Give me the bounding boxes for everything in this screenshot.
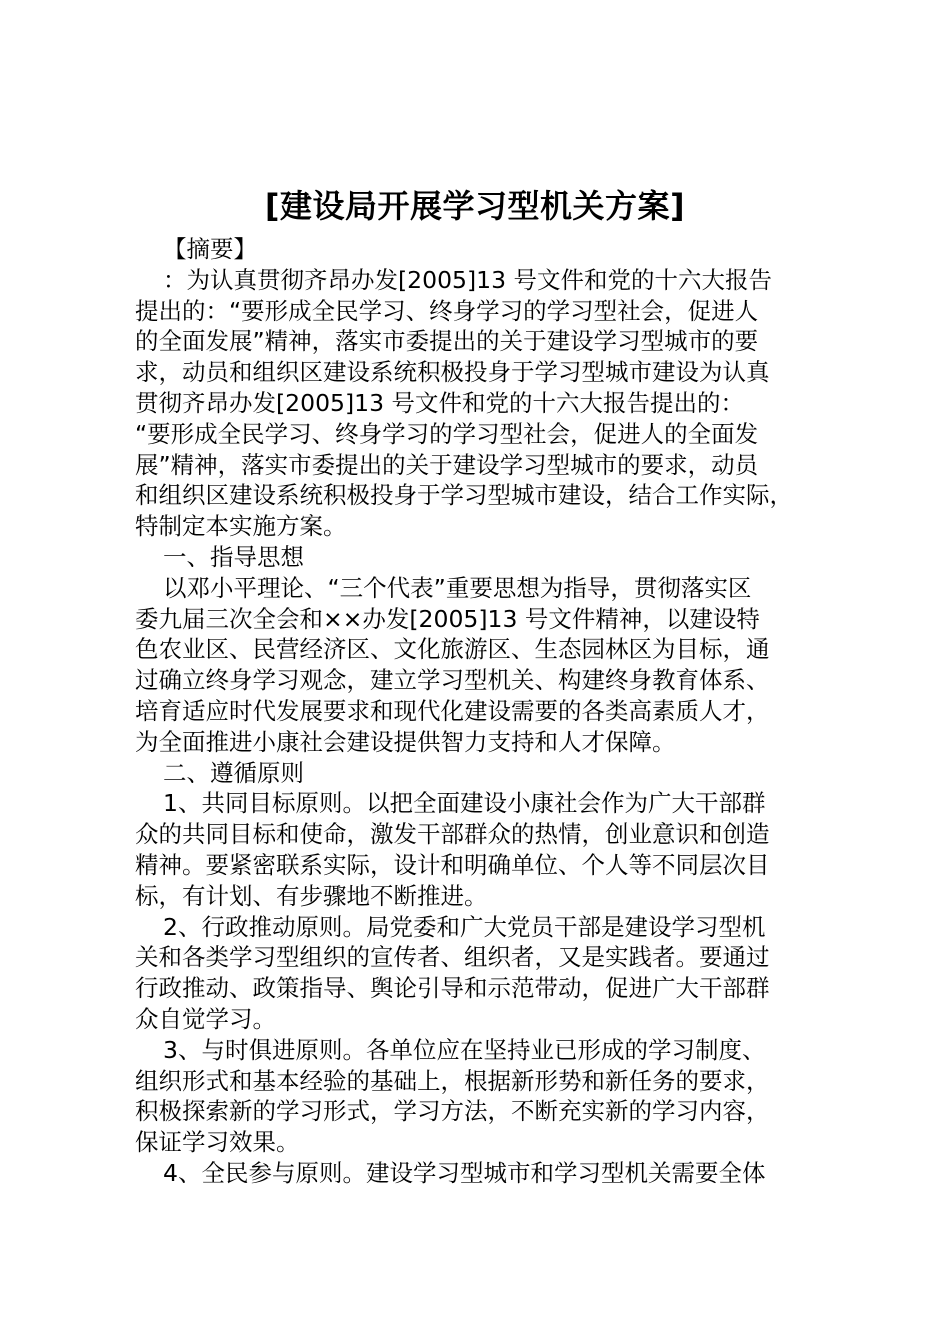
text-line: 的全面发展”精神，落实市委提出的关于建设学习型城市的要 bbox=[135, 327, 759, 356]
text-line: 2、行政推动原则。局党委和广大党员干部是建设学习型机 bbox=[163, 912, 766, 941]
text-line: ：为认真贯彻齐昂办发[2005]13 号文件和党的十六大报告 bbox=[163, 265, 773, 294]
text-line: 关和各类学习型组织的宣传者、组织者，又是实践者。要通过 bbox=[135, 943, 770, 972]
text-line: 积极探索新的学习形式，学习方法，不断充实新的学习内容， bbox=[135, 1097, 770, 1126]
summary-heading: 【摘要】 bbox=[163, 235, 257, 263]
text-line: 以邓小平理论、“三个代表”重要思想为指导，贯彻落实区 bbox=[163, 573, 752, 602]
text-line: 和组织区建设系统积极投身于学习型城市建设，结合工作实际， bbox=[135, 481, 793, 510]
text-line: 为全面推进小康社会建设提供智力支持和人才保障。 bbox=[135, 727, 676, 756]
text-line: 保证学习效果。 bbox=[135, 1128, 300, 1157]
text-line: 委九届三次全会和××办发[2005]13 号文件精神，以建设特 bbox=[135, 604, 760, 633]
text-line: 展”精神，落实市委提出的关于建设学习型城市的要求，动员 bbox=[135, 450, 759, 479]
document-body bbox=[135, 234, 845, 1189]
text-line: 求，动员和组织区建设系统积极投身于学习型城市建设为认真 bbox=[135, 358, 770, 387]
text-line: 色农业区、民营经济区、文化旅游区、生态园林区为目标，通 bbox=[135, 635, 770, 664]
text-line: 4、全民参与原则。建设学习型城市和学习型机关需要全体 bbox=[163, 1158, 766, 1187]
text-line: 众自觉学习。 bbox=[135, 1004, 276, 1033]
section-heading: 二、遵循原则 bbox=[163, 758, 304, 787]
text-line: 培育适应时代发展要求和现代化建设需要的各类高素质人才， bbox=[135, 696, 770, 725]
text-line: “要形成全民学习、终身学习的学习型社会，促进人的全面发 bbox=[135, 419, 759, 448]
text-line: 精神。要紧密联系实际，设计和明确单位、个人等不同层次目 bbox=[135, 850, 770, 879]
text-line: 特制定本实施方案。 bbox=[135, 512, 347, 541]
text-line: 3、与时俱进原则。各单位应在坚持业已形成的学习制度、 bbox=[163, 1035, 766, 1064]
text-line: 标，有计划、有步骤地不断推进。 bbox=[135, 881, 488, 910]
text-line: 1、共同目标原则。以把全面建设小康社会作为广大干部群 bbox=[163, 789, 766, 818]
text-line: 众的共同目标和使命，激发干部群众的热情，创业意识和创造 bbox=[135, 820, 770, 849]
text-line: 贯彻齐昂办发[2005]13 号文件和党的十六大报告提出的： bbox=[135, 388, 745, 417]
text-line: 组织形式和基本经验的基础上，根据新形势和新任务的要求， bbox=[135, 1066, 770, 1095]
document-title: [建设局开展学习型机关方案] bbox=[264, 187, 686, 225]
text-line: 行政推动、政策指导、舆论引导和示范带动，促进广大干部群 bbox=[135, 974, 770, 1003]
section-heading: 一、指导思想 bbox=[163, 542, 304, 571]
text-line: 提出的：“要形成全民学习、终身学习的学习型社会，促进人 bbox=[135, 296, 759, 325]
text-line: 过确立终身学习观念，建立学习型机关、构建终身教育体系、 bbox=[135, 666, 770, 695]
